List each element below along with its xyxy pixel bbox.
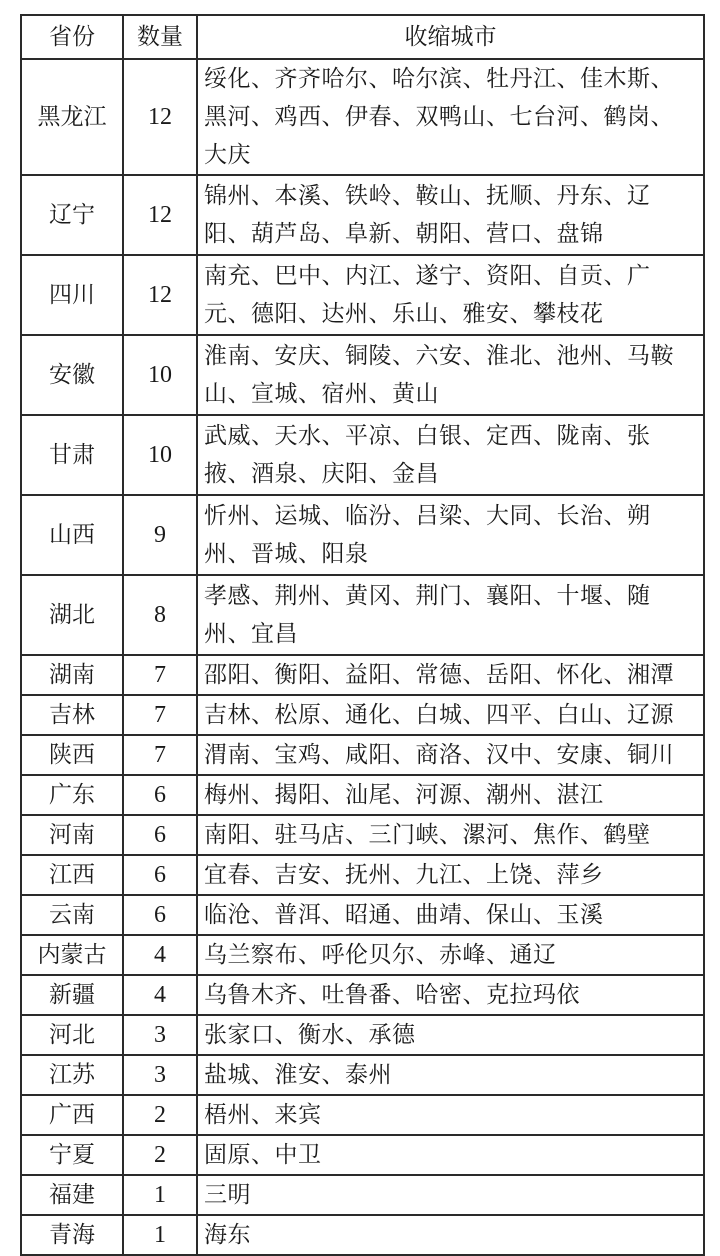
- province-cell: 广东: [21, 775, 123, 815]
- province-cell: 广西: [21, 1095, 123, 1135]
- count-cell: 2: [123, 1095, 197, 1135]
- table-row: [21, 1215, 704, 1255]
- table-row: [21, 335, 704, 415]
- cities-cell: 临沧、普洱、昭通、曲靖、保山、玉溪: [197, 895, 704, 935]
- cities-cell: 孝感、荆州、黄冈、荆门、襄阳、十堰、随州、宜昌: [197, 575, 704, 655]
- table-row: [21, 1015, 704, 1055]
- header-cities: 收缩城市: [197, 15, 704, 59]
- header-row: [21, 15, 704, 59]
- count-cell: 4: [123, 935, 197, 975]
- table-row: [21, 815, 704, 855]
- cities-cell: 武威、天水、平凉、白银、定西、陇南、张掖、酒泉、庆阳、金昌: [197, 415, 704, 495]
- table-row: [21, 1135, 704, 1175]
- count-cell: 6: [123, 895, 197, 935]
- count-cell: 12: [123, 255, 197, 335]
- table-row: [21, 1095, 704, 1135]
- count-cell: 7: [123, 695, 197, 735]
- table-container: [20, 14, 703, 1256]
- province-cell: 四川: [21, 255, 123, 335]
- count-cell: 3: [123, 1055, 197, 1095]
- count-cell: 6: [123, 815, 197, 855]
- cities-cell: 梅州、揭阳、汕尾、河源、潮州、湛江: [197, 775, 704, 815]
- province-cell: 河南: [21, 815, 123, 855]
- table-row: [21, 59, 704, 175]
- header-count: 数量: [123, 15, 197, 59]
- province-cell: 黑龙江: [21, 59, 123, 175]
- cities-cell: 锦州、本溪、铁岭、鞍山、抚顺、丹东、辽阳、葫芦岛、阜新、朝阳、营口、盘锦: [197, 175, 704, 255]
- table-row: [21, 855, 704, 895]
- count-cell: 12: [123, 175, 197, 255]
- table-row: [21, 1175, 704, 1215]
- province-cell: 江苏: [21, 1055, 123, 1095]
- cities-cell: 三明: [197, 1175, 704, 1215]
- count-cell: 2: [123, 1135, 197, 1175]
- count-cell: 6: [123, 775, 197, 815]
- table-row: [21, 935, 704, 975]
- count-cell: 9: [123, 495, 197, 575]
- table-row: [21, 175, 704, 255]
- cities-cell: 绥化、齐齐哈尔、哈尔滨、牡丹江、佳木斯、黑河、鸡西、伊春、双鸭山、七台河、鹤岗、大庆: [197, 59, 704, 175]
- cities-cell: 盐城、淮安、泰州: [197, 1055, 704, 1095]
- count-cell: 3: [123, 1015, 197, 1055]
- count-cell: 10: [123, 335, 197, 415]
- count-cell: 1: [123, 1175, 197, 1215]
- province-cell: 湖北: [21, 575, 123, 655]
- table-row: [21, 735, 704, 775]
- province-cell: 吉林: [21, 695, 123, 735]
- province-cell: 河北: [21, 1015, 123, 1055]
- table-row: [21, 695, 704, 735]
- table-row: [21, 415, 704, 495]
- cities-cell: 宜春、吉安、抚州、九江、上饶、萍乡: [197, 855, 704, 895]
- cities-cell: 海东: [197, 1215, 704, 1255]
- cities-cell: 梧州、来宾: [197, 1095, 704, 1135]
- province-cell: 甘肃: [21, 415, 123, 495]
- cities-cell: 吉林、松原、通化、白城、四平、白山、辽源: [197, 695, 704, 735]
- header-province: 省份: [21, 15, 123, 59]
- cities-cell: 乌鲁木齐、吐鲁番、哈密、克拉玛依: [197, 975, 704, 1015]
- province-cell: 新疆: [21, 975, 123, 1015]
- province-cell: 福建: [21, 1175, 123, 1215]
- count-cell: 4: [123, 975, 197, 1015]
- table-body: [21, 59, 704, 1255]
- cities-cell: 忻州、运城、临汾、吕梁、大同、长治、朔州、晋城、阳泉: [197, 495, 704, 575]
- province-cell: 云南: [21, 895, 123, 935]
- province-cell: 宁夏: [21, 1135, 123, 1175]
- cities-cell: 张家口、衡水、承德: [197, 1015, 704, 1055]
- province-cell: 山西: [21, 495, 123, 575]
- count-cell: 12: [123, 59, 197, 175]
- cities-cell: 乌兰察布、呼伦贝尔、赤峰、通辽: [197, 935, 704, 975]
- count-cell: 6: [123, 855, 197, 895]
- table-row: [21, 895, 704, 935]
- count-cell: 1: [123, 1215, 197, 1255]
- table-row: [21, 1055, 704, 1095]
- cities-cell: 南充、巴中、内江、遂宁、资阳、自贡、广元、德阳、达州、乐山、雅安、攀枝花: [197, 255, 704, 335]
- table-row: [21, 775, 704, 815]
- count-cell: 7: [123, 735, 197, 775]
- cities-cell: 淮南、安庆、铜陵、六安、淮北、池州、马鞍山、宣城、宿州、黄山: [197, 335, 704, 415]
- cities-cell: 南阳、驻马店、三门峡、漯河、焦作、鹤壁: [197, 815, 704, 855]
- cities-cell: 渭南、宝鸡、咸阳、商洛、汉中、安康、铜川: [197, 735, 704, 775]
- table-row: [21, 975, 704, 1015]
- province-cell: 江西: [21, 855, 123, 895]
- province-cell: 内蒙古: [21, 935, 123, 975]
- count-cell: 8: [123, 575, 197, 655]
- count-cell: 7: [123, 655, 197, 695]
- province-cell: 安徽: [21, 335, 123, 415]
- table-row: [21, 655, 704, 695]
- shrinking-cities-table: [20, 14, 705, 1256]
- cities-cell: 固原、中卫: [197, 1135, 704, 1175]
- cities-cell: 邵阳、衡阳、益阳、常德、岳阳、怀化、湘潭: [197, 655, 704, 695]
- table-row: [21, 575, 704, 655]
- table-row: [21, 255, 704, 335]
- table-row: [21, 495, 704, 575]
- province-cell: 青海: [21, 1215, 123, 1255]
- count-cell: 10: [123, 415, 197, 495]
- province-cell: 辽宁: [21, 175, 123, 255]
- province-cell: 陕西: [21, 735, 123, 775]
- province-cell: 湖南: [21, 655, 123, 695]
